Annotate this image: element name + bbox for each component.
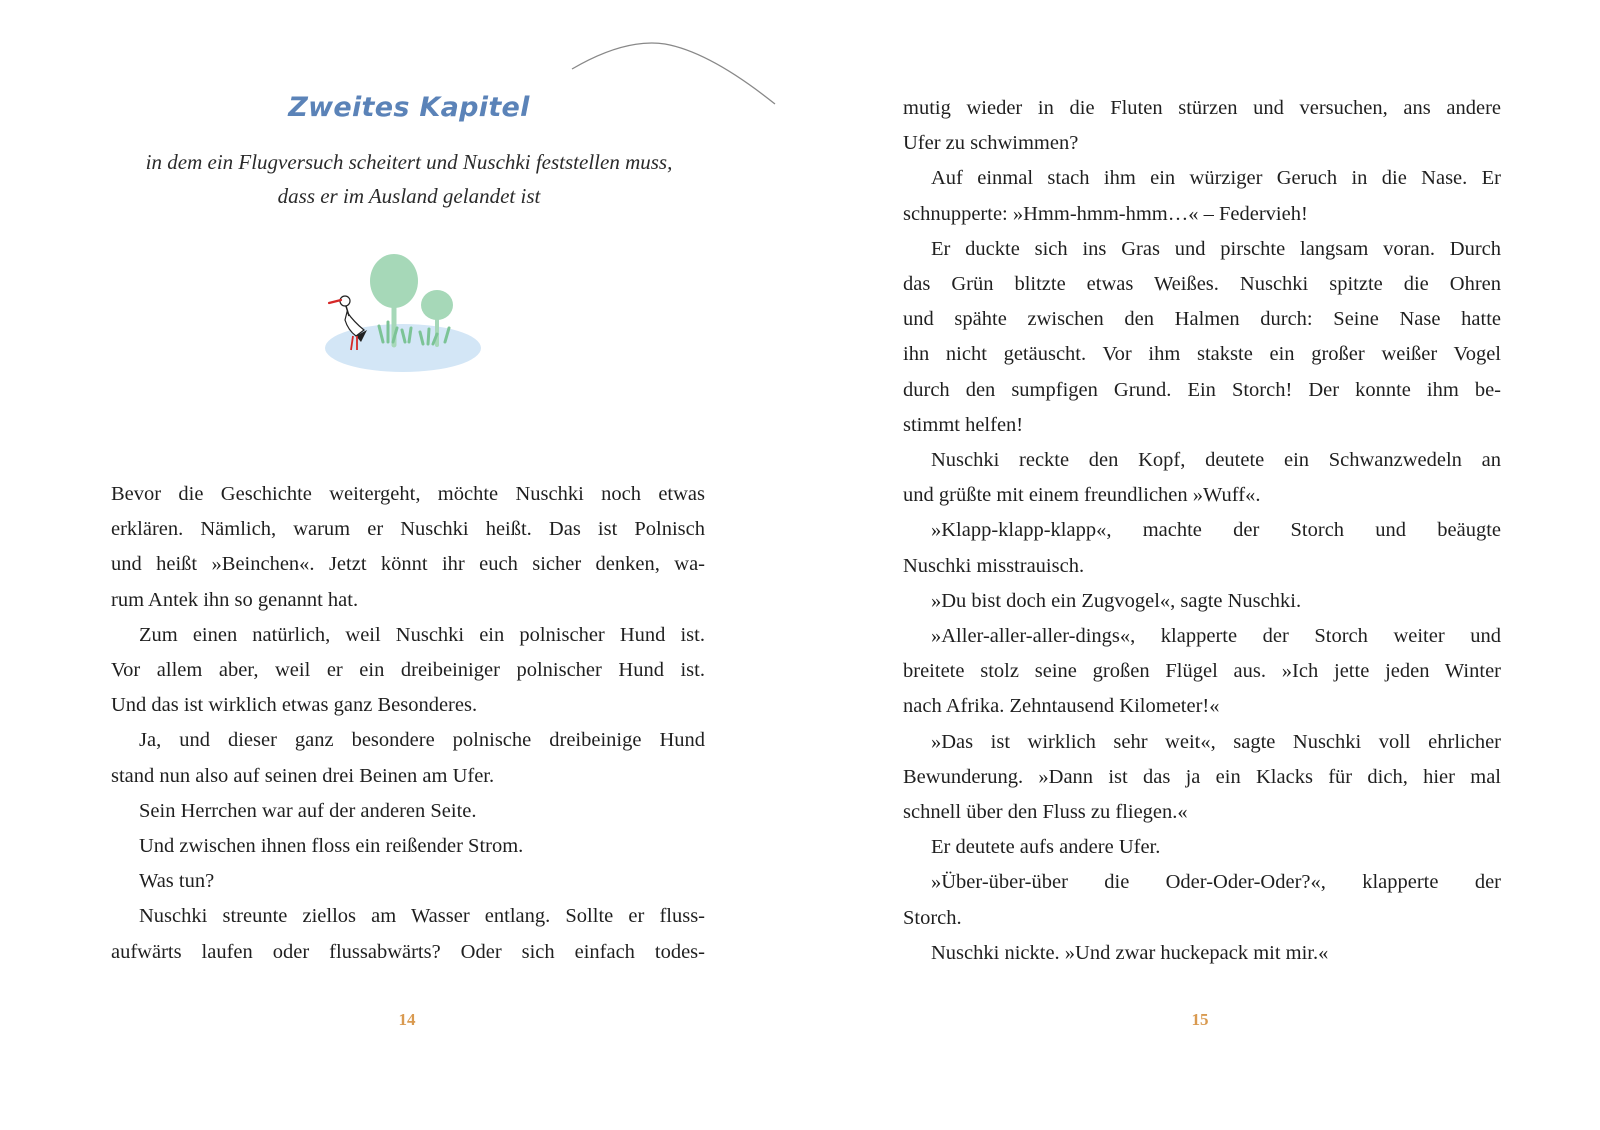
text-line: »Aller-aller-aller-dings«, klapperte der Storch weiter und: [931, 625, 1501, 648]
text-line: breitete stolz seine großen Flügel aus. »Ich jette jeden Winter: [903, 660, 1501, 683]
text-line: Storch.: [903, 906, 962, 929]
text-line: Und zwischen ihnen floss ein reißender Strom.: [139, 835, 524, 858]
chapter-subtitle: [110, 145, 708, 213]
text-line: »Klapp-klapp-klapp«, machte der Storch und beäugte: [931, 519, 1501, 542]
text-line: Bevor die Geschichte weitergeht, möchte Nuschki noch etwas: [111, 483, 705, 505]
text-line: Nuschki nickte. »Und zwar huckepack mit mir.«: [931, 941, 1329, 964]
text-line: nach Afrika. Zehntausend Kilometer!«: [903, 695, 1220, 718]
text-line: und spähte zwischen den Halmen durch: Seine Nase hatte: [903, 308, 1501, 331]
right-page-body: [903, 91, 1501, 971]
text-line: rum Antek ihn so genannt hat.: [111, 588, 359, 611]
text-line: aufwärts laufen oder flussabwärts? Oder sich einfach todes-: [111, 940, 705, 963]
tree-crown-small: [421, 290, 453, 320]
page-number: 14: [398, 1010, 416, 1029]
text-line: das Grün blitzte etwas Weißes. Nuschki spitzte die Ohren: [903, 273, 1501, 296]
tree-crown-large: [370, 254, 418, 308]
text-line: stand nun also auf seinen drei Beinen am Ufer.: [111, 764, 495, 787]
text-line: schnell über den Fluss zu fliegen.«: [903, 801, 1188, 824]
text-line: Nuschki misstrauisch.: [903, 554, 1085, 577]
chapter-title: Zweites Kapitel: [288, 92, 530, 123]
text-line: erklären. Nämlich, warum er Nuschki heißt. Das ist Polnisch: [111, 518, 705, 541]
text-line: »Über-über-über die Oder-Oder-Oder?«, klapperte der: [931, 871, 1501, 894]
text-line: Ja, und dieser ganz besondere polnische dreibeinige Hund: [139, 729, 705, 752]
chapter-subtitle-line: dass er im Ausland gelandet ist: [277, 184, 541, 208]
text-line: Nuschki reckte den Kopf, deutete ein Schwanzwedeln an: [931, 449, 1501, 472]
text-line: »Du bist doch ein Zugvogel«, sagte Nuschki.: [931, 589, 1302, 612]
text-line: Bewunderung. »Dann ist das ja ein Klacks für dich, hier mal: [903, 765, 1501, 788]
text-line: und heißt »Beinchen«. Jetzt könnt ihr euch sicher denken, wa-: [111, 553, 705, 576]
text-line: Was tun?: [139, 870, 215, 893]
text-line: schnupperte: »Hmm-hmm-hmm…« – Federvieh!: [903, 202, 1308, 225]
decorative-curve: [570, 36, 800, 111]
stork-pond-illustration: [325, 250, 495, 380]
text-line: Und das ist wirklich etwas ganz Besonderes.: [111, 694, 478, 717]
chapter-subtitle-line: in dem ein Flugversuch scheitert und Nuschki feststellen muss,: [145, 150, 673, 174]
text-line: Er deutete aufs andere Ufer.: [931, 836, 1161, 859]
text-line: Sein Herrchen war auf der anderen Seite.: [139, 799, 477, 822]
left-page-body: [111, 477, 705, 970]
text-line: ihn nicht getäuscht. Vor ihm stakste ein großer weißer Vogel: [903, 343, 1501, 366]
text-line: und grüßte mit einem freundlichen »Wuff«.: [903, 484, 1261, 507]
text-line: Zum einen natürlich, weil Nuschki ein polnischer Hund ist.: [139, 623, 705, 646]
text-line: »Das ist wirklich sehr weit«, sagte Nuschki voll ehrlicher: [931, 730, 1501, 753]
text-line: mutig wieder in die Fluten stürzen und versuchen, ans andere: [903, 97, 1501, 119]
text-line: Er duckte sich ins Gras und pirschte langsam voran. Durch: [931, 237, 1501, 260]
text-line: Nuschki streunte ziellos am Wasser entlang. Sollte er fluss-: [139, 905, 705, 928]
text-line: durch den sumpfigen Grund. Ein Storch! Der konnte ihm be-: [903, 378, 1501, 401]
text-line: stimmt helfen!: [903, 413, 1024, 436]
text-line: Vor allem aber, weil er ein dreibeiniger polnischer Hund ist.: [111, 659, 705, 682]
right-page: [800, 0, 1600, 1130]
page-number: 15: [1191, 1010, 1209, 1029]
text-line: Ufer zu schwimmen?: [903, 132, 1079, 155]
text-line: Auf einmal stach ihm ein würziger Geruch in die Nase. Er: [931, 167, 1501, 190]
